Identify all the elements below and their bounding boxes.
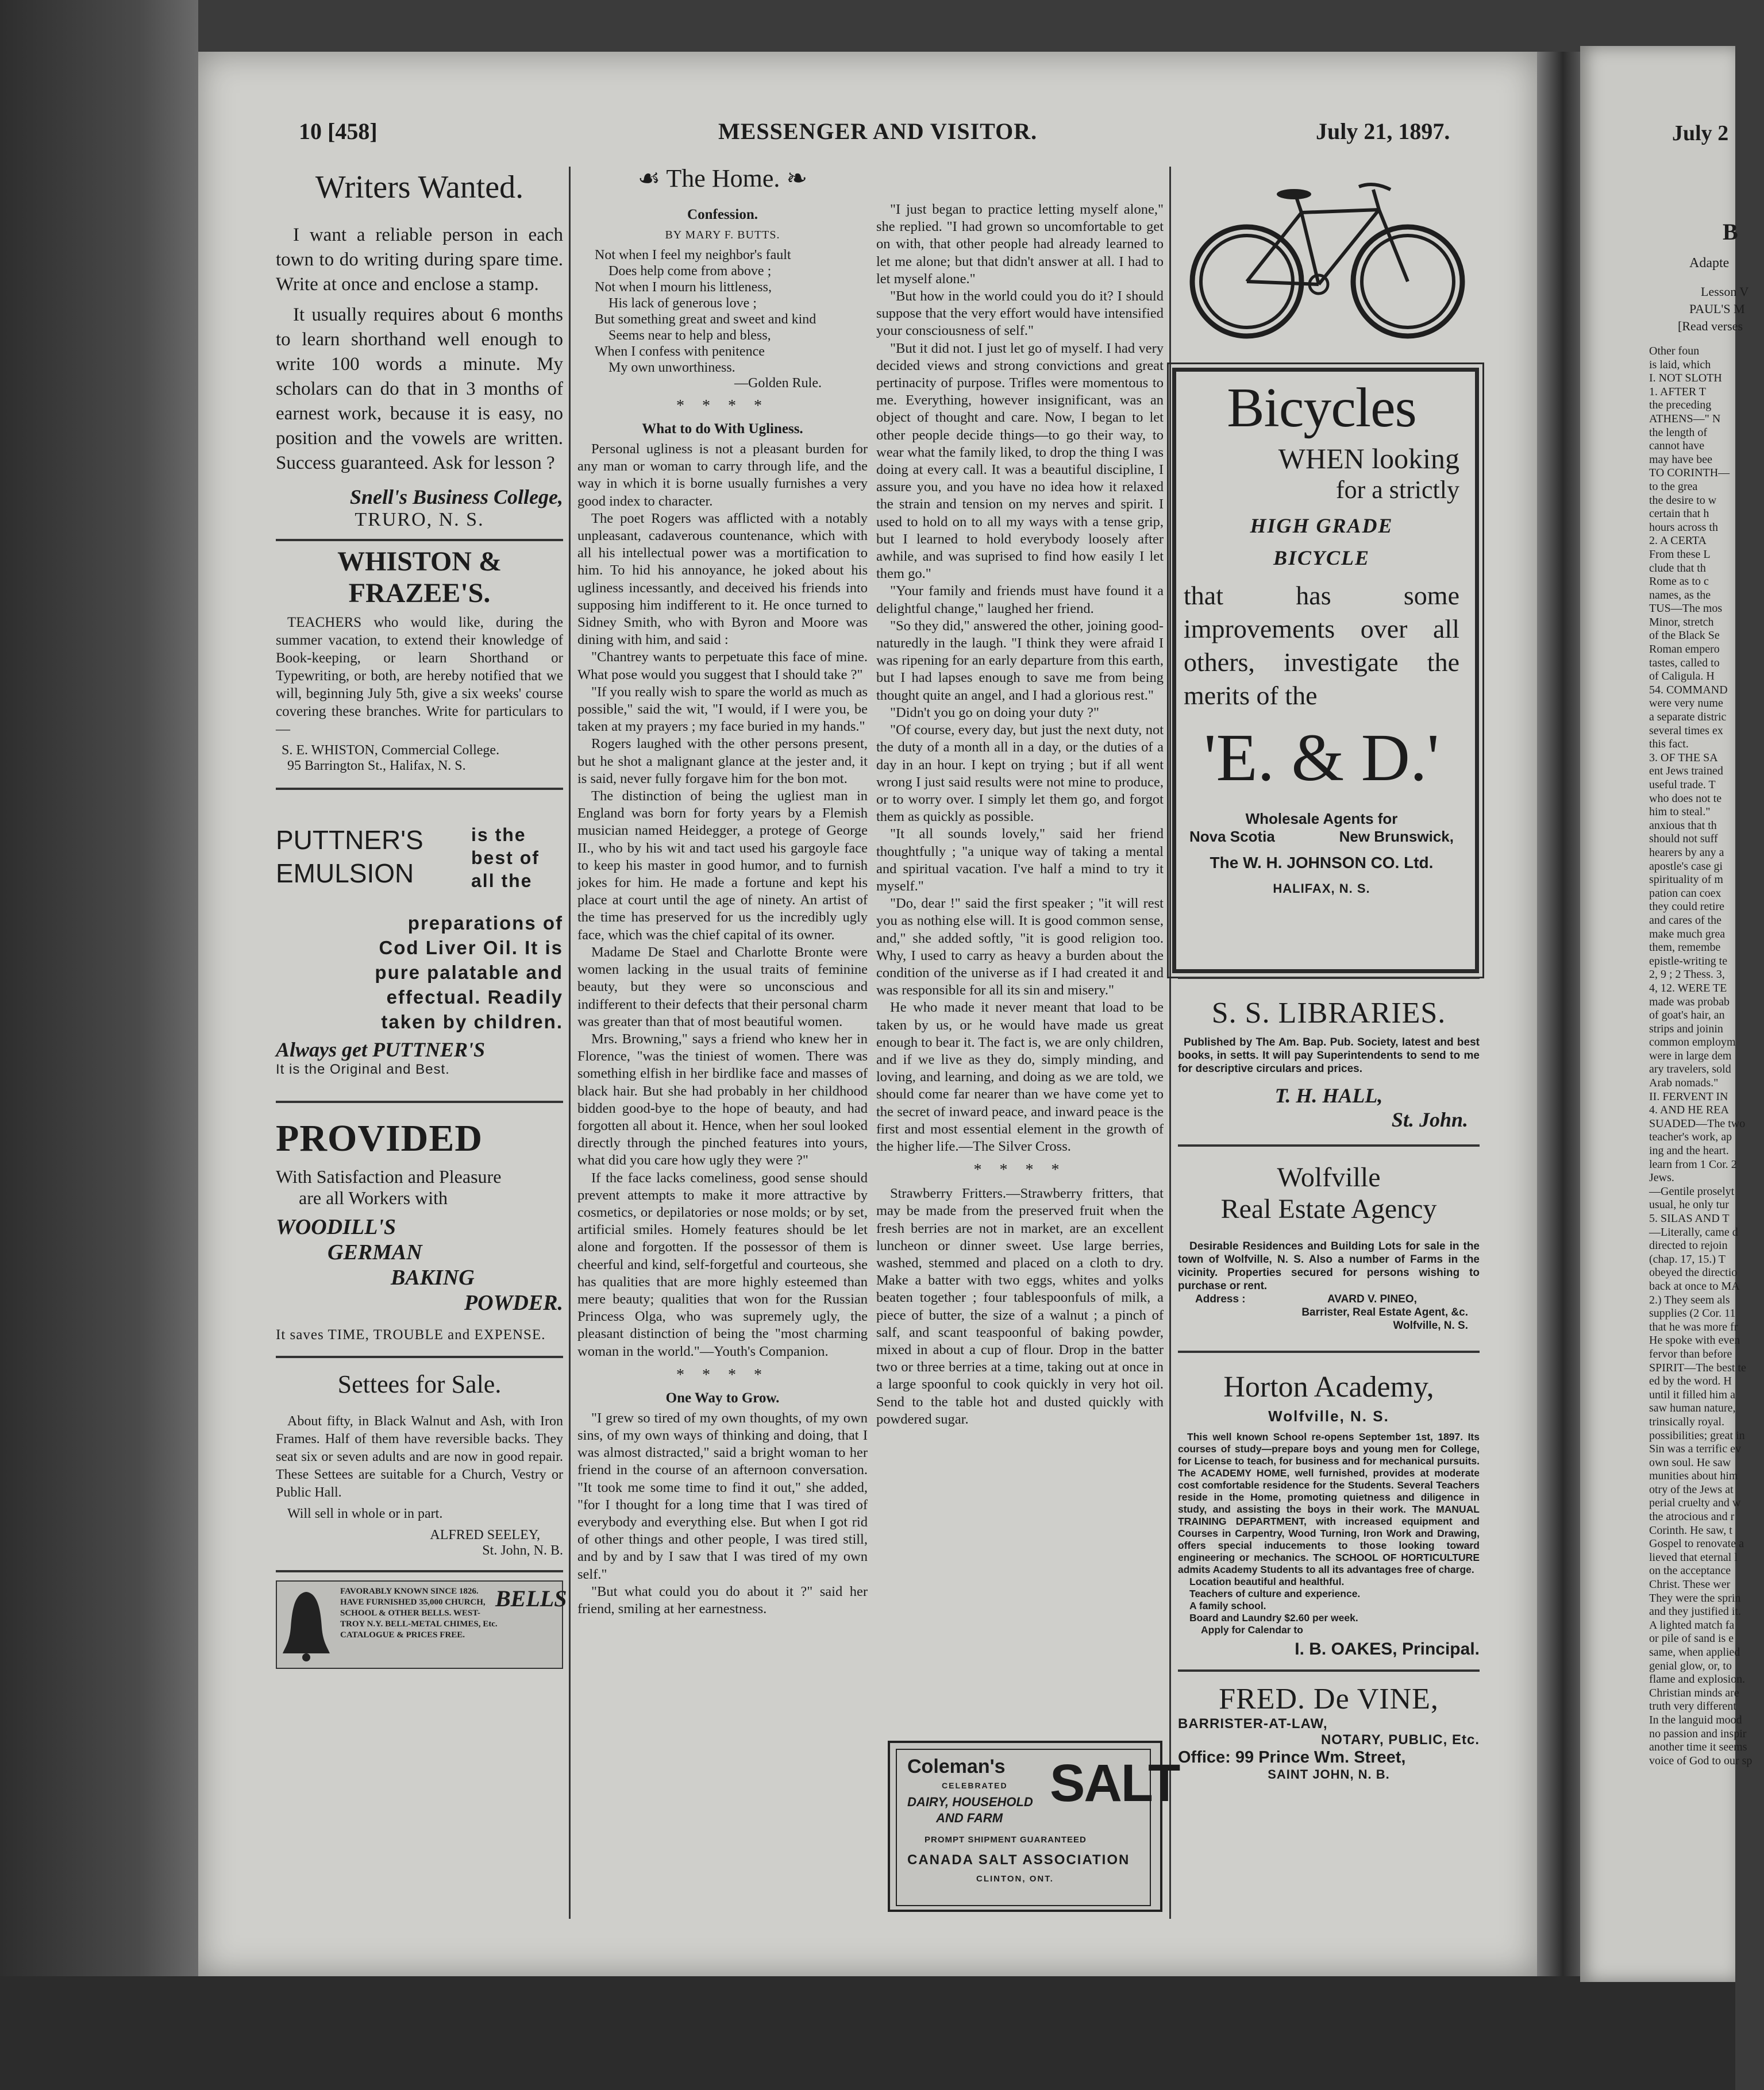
adjacent-line: A lighted match fa	[1649, 1618, 1735, 1632]
adjacent-line: they could retire	[1649, 900, 1725, 913]
star-separator: * * * *	[676, 1366, 769, 1384]
adjacent-line: ary travelers, sold	[1649, 1063, 1731, 1076]
provided-brand-4: POWDER.	[464, 1291, 563, 1315]
settees-body: About fifty, in Black Walnut and Ash, with Iron Frames. Half of them have reversible backs. They seat six or seven adults and are now in good repair. These Settees are suitable for a Church, Vestry or Public Hall.	[276, 1414, 563, 1500]
adjacent-line: no passion and inspir	[1649, 1727, 1747, 1740]
section-heading	[577, 164, 868, 193]
adjacent-line: Minor, stretch	[1649, 615, 1714, 628]
adjacent-line: the desire to w	[1649, 493, 1717, 507]
divider	[276, 788, 563, 790]
adjacent-line: 2, 9 ; 2 Thess. 3,	[1649, 968, 1725, 981]
adjacent-line: PAUL'S M	[1689, 302, 1745, 316]
settees-sig: ALFRED SEELEY,	[430, 1528, 540, 1543]
salt-celebrated: CELEBRATED	[942, 1781, 1008, 1790]
ugliness-title: What to do With Ugliness.	[642, 421, 803, 437]
paragraph: If the face lacks comeliness, good sense should prevent attempts to make it more attractive by cosmetics, or depilatories or nose molds; or by set, artificial smiles. Homely features should be let alone and forgotten. If the possessor of them is cheerful and kind, self-forgetful and courteous, she has qualities that are more highly esteemed than mere beauty; qualities that won for the Russian Princess Olga, who was supremely ugly, the pleasant distinction of being the "most charming woman in the world."—Youth's Companion.	[577, 1170, 868, 1359]
adjacent-line: same, when applied	[1649, 1646, 1740, 1659]
adjacent-line: lieved that eternal l	[1649, 1551, 1738, 1564]
adjacent-line: 4. AND HE REA	[1649, 1104, 1729, 1117]
adjacent-line: ent Jews trained	[1649, 765, 1723, 778]
poem-line: My own unworthiness.	[608, 360, 735, 375]
writers-wanted-city: TRURO, N. S.	[355, 509, 484, 530]
bicycles-city: HALIFAX, N. S.	[1273, 881, 1370, 896]
adjacent-line: epistle-writing te	[1649, 954, 1728, 967]
puttner-tag: Always get PUTTNER'S	[276, 1038, 486, 1061]
column-3	[876, 201, 1164, 1428]
column-4-lower	[1178, 977, 1480, 1782]
paragraph: Mrs. Browning," says a friend who knew her in Florence, "was the tiniest of women. There was something elfish in her birdlike face and masses of black hair. But she had probably in her childhood bidden good-bye to the hope of beauty, and had forgotten all about it. Hence, when her soul looked directly through the pinched features into yours, what did you care how ugly they were ?"	[577, 1031, 868, 1169]
adjacent-line: 1. AFTER T	[1649, 385, 1707, 398]
adjacent-line: own soul. He saw	[1649, 1456, 1731, 1469]
horton-title: Horton Academy,	[1223, 1371, 1434, 1403]
adjacent-line: anxious that th	[1649, 819, 1717, 832]
adjacent-line: —Gentile proselyt	[1649, 1185, 1735, 1198]
adjacent-line: Sin was a terrific ev	[1649, 1443, 1741, 1456]
scan-bottom	[0, 1976, 1735, 2090]
adjacent-line: made was probab	[1649, 995, 1730, 1008]
ugliness-article	[577, 441, 868, 1360]
adjacent-line: strips and joinin	[1649, 1022, 1723, 1035]
poem-line: Does help come from above ;	[608, 264, 772, 279]
paragraph: "But how in the world could you do it? I should suppose that the very effort would have intensified your consciousness of self."	[876, 288, 1164, 339]
bicycles-provinces	[1184, 828, 1459, 846]
provided-title: PROVIDED	[276, 1117, 483, 1159]
adjacent-line: of Caligula. H	[1649, 670, 1715, 683]
horton-list-item: Board and Laundry $2.60 per week.	[1189, 1612, 1358, 1624]
devine-line-4: SAINT JOHN, N. B.	[1268, 1767, 1390, 1781]
divider	[276, 1570, 563, 1572]
fritters-recipe: Strawberry Fritters.—Strawberry fritters, that may be made from the preserved fruit when the fresh berries are not in market, are an excellent luncheon or dinner sweet. Use large berries, washed, stemmed and placed on a cloth to dry. Make a batter with two eggs, whites and yolks beaten together ; four tablespoonfuls of milk, a piece of butter, the size of a walnut ; a pinch of salf, and scant teaspoonful of baking powder, mixed in about a cup of flour. Drop in the batter two or three berries at a time, taking out at once in a large spoonful to cook quickly in very hot oil. Send to the table hot and dusted quickly with powdered sugar.	[876, 1186, 1164, 1427]
grow-article	[577, 1410, 868, 1618]
puttner-side-text: best of	[471, 847, 540, 868]
divider	[1178, 1351, 1480, 1353]
poem	[577, 247, 868, 376]
adjacent-line: hearers by any a	[1649, 846, 1724, 859]
puttner-name: PUTTNER'S	[276, 825, 423, 855]
adjacent-line: that he was more fr	[1649, 1320, 1738, 1333]
adjacent-line: ATHENS—" N	[1649, 412, 1721, 425]
provided-foot: It saves TIME, TROUBLE and EXPENSE.	[276, 1327, 546, 1343]
whiston-sig: S. E. WHISTON, Commercial College.	[282, 743, 500, 758]
divider	[276, 1356, 563, 1358]
wolfville-city: Wolfville, N. S.	[1393, 1320, 1468, 1332]
adjacent-line: or pile of sand is e	[1649, 1632, 1734, 1645]
adjacent-line: Roman empero	[1649, 643, 1720, 656]
devine-line-2: NOTARY, PUBLIC, Etc.	[1320, 1732, 1480, 1748]
salt-brand: Coleman's	[907, 1756, 1006, 1777]
adjacent-line: and cares of the	[1649, 913, 1722, 927]
section-title: The Home.	[666, 164, 780, 192]
bicycles-high-grade: HIGH GRADE	[1250, 514, 1393, 537]
whiston-title: WHISTON & FRAZEE'S.	[337, 546, 502, 608]
paragraph: "I just began to practice letting myself alone," she replied. "I had grown so uncomfortable to get on with, that other people had already learned to let me alone; but that didn't answer at all. I had to let myself alone."	[876, 202, 1164, 287]
writers-wanted-body: I want a reliable person in each town to do writing during spare time. Write at once and enclose a stamp.	[276, 225, 563, 295]
adjacent-line: flame and explosion.	[1649, 1673, 1746, 1686]
paragraph: The distinction of being the ugliest man in England was born for forty years by a Flemish musician named Heidegger, a protege of George II., who by his wit and tact used his gargoyle face to keep his master in good humor, and to furnish jokes for him. He made a fortune and kept his place at court until the age of ninety. An artist of the time has preserved for us the incredibly ugly face, which was the chief capital of its owner.	[577, 788, 868, 943]
divider	[276, 1101, 563, 1103]
adjacent-line: spirituality of m	[1649, 873, 1723, 886]
bicycles-bicycle: BICYCLE	[1273, 546, 1370, 569]
adjacent-line: Jews.	[1649, 1171, 1674, 1185]
libraries-body: Published by The Am. Bap. Pub. Society, latest and best books, in setts. It will pay Superintendents to send to me for descriptive circulars and prices.	[1178, 1036, 1480, 1075]
adjacent-line: —Literally, came d	[1649, 1225, 1738, 1239]
salt-city: CLINTON, ONT.	[976, 1874, 1054, 1884]
adjacent-line: learn from 1 Cor. 2	[1649, 1158, 1737, 1171]
salt-association: CANADA SALT ASSOCIATION	[907, 1852, 1130, 1868]
adjacent-line: the length of	[1649, 426, 1708, 439]
adjacent-page-heading: B	[1723, 219, 1738, 245]
province-ns: Nova Scotia	[1189, 828, 1275, 845]
wolfville-role: Barrister, Real Estate Agent, &c.	[1301, 1306, 1468, 1318]
bicycles-body: that has some improvements over all others, investigate the merits of the	[1184, 581, 1459, 710]
adjacent-line: SPIRIT—The best te	[1649, 1361, 1746, 1374]
adjacent-line: Gospel to renovate a	[1649, 1537, 1744, 1551]
bicycles-line-1: WHEN looking	[1278, 442, 1459, 475]
adjacent-line: clude that th	[1649, 561, 1706, 574]
adjacent-line: Adapte	[1689, 256, 1730, 271]
adjacent-line: I. NOT SLOTH	[1649, 372, 1722, 385]
salt-dairy: DAIRY, HOUSEHOLD	[907, 1795, 1033, 1809]
paragraph: Madame De Stael and Charlotte Bronte were women lacking in the usual traits of feminine beauty, but they were so unconscious and indifferent to their defects that their personal charm was greater than that of most beautiful women.	[577, 944, 868, 1029]
paragraph: Personal ugliness is not a pleasant burden for any man or woman to carry through life, and the way in which it is borne usually furnishes a very good index to character.	[577, 441, 868, 509]
page-gutter	[1537, 52, 1580, 1976]
horton-list-item: Location beautiful and healthful.	[1189, 1576, 1345, 1587]
adjacent-line: directed to rejoin	[1649, 1239, 1728, 1252]
divider	[1178, 1144, 1480, 1147]
adjacent-line: cannot have	[1649, 439, 1705, 453]
libraries-sig: T. H. HALL,	[1274, 1084, 1383, 1107]
adjacent-line: Corinth. He saw, t	[1649, 1524, 1732, 1537]
libraries-city: St. John.	[1391, 1108, 1468, 1131]
adjacent-line: supplies (2 Cor. 11	[1649, 1307, 1736, 1320]
horton-list	[1178, 1576, 1480, 1636]
adjacent-line: tastes, called to	[1649, 656, 1720, 669]
adjacent-line: He spoke with even	[1649, 1334, 1740, 1347]
adjacent-line: of the Black Se	[1649, 629, 1720, 642]
devine-line-1: BARRISTER-AT-LAW,	[1178, 1716, 1328, 1732]
adjacent-line: should not suff	[1649, 832, 1718, 846]
adjacent-line: Christian minds are	[1649, 1686, 1739, 1699]
writers-wanted-body-2: It usually requires about 6 months to learn shorthand well enough to write 100 words a minute. My scholars can do that in 3 months of earnest work, because it is easy, no position and the vowels are written. Success guaranteed. Ask for lesson ?	[276, 304, 563, 473]
adjacent-line: possibilities; great in	[1649, 1429, 1745, 1442]
adjacent-line: Lesson V	[1701, 284, 1749, 299]
adjacent-line: 2.) They seem als	[1649, 1293, 1730, 1306]
horton-city: Wolfville, N. S.	[1268, 1408, 1389, 1425]
adjacent-line: them, remembe	[1649, 941, 1721, 954]
province-nb: New Brunswick,	[1339, 828, 1454, 845]
adjacent-line: common employm	[1649, 1036, 1736, 1049]
provided-brand-2: GERMAN	[328, 1240, 422, 1264]
adjacent-line: of goat's hair, an	[1649, 1009, 1725, 1022]
puttner-name-2: EMULSION	[276, 858, 414, 888]
adjacent-line: teacher's work, ap	[1649, 1131, 1732, 1144]
adjacent-line: TO CORINTH—	[1649, 466, 1730, 480]
paragraph: The poet Rogers was afflicted with a notably unpleasant, cadaverous countenance, which with all his intellectual power was a mortification to him. To hid his annoyance, he joked about his ugliness incessantly, and deceived his friends into supposing him indifferent to it. He once turned to Sidney Smith, who with Byron and Moore was dining with him, and said :	[577, 510, 868, 648]
paragraph: "Do, dear !" said the first speaker ; "it will rest you as nothing else will. It is good common sense, and," she added softly, "it is good religion too. Why, I used to carry as heavy a burden about the condition of the universe as if I had created it and was responsible for all its sin and misery."	[876, 896, 1164, 998]
adjacent-line: truth very different	[1649, 1700, 1736, 1713]
bicycles-line-2: for a strictly	[1335, 476, 1459, 504]
adjacent-line: saw human nature,	[1649, 1402, 1736, 1415]
adjacent-line: may have bee	[1649, 453, 1712, 466]
adjacent-line: back at once to MA	[1649, 1279, 1740, 1293]
horton-principal: I. B. OAKES, Principal.	[1295, 1640, 1480, 1659]
settees-line-2: Will sell in whole or in part.	[287, 1506, 443, 1521]
paragraph: "If you really wish to spare the world as much as possible," said the wit, "I would, if I were you, be taken at my prayers ; my face buried in my hands."	[577, 684, 868, 735]
divider	[1178, 1669, 1480, 1672]
adjacent-line: Arab nomads."	[1649, 1077, 1719, 1090]
adjacent-line: trinsically royal.	[1649, 1415, 1725, 1428]
adjacent-line: fervor than before	[1649, 1347, 1732, 1360]
bicycles-brand: 'E. & D.'	[1204, 720, 1439, 795]
adjacent-line: until it filled him a	[1649, 1388, 1735, 1401]
wolfville-name: AVARD V. PINEO,	[1327, 1293, 1417, 1305]
adjacent-line: apostle's case gi	[1649, 859, 1723, 873]
wolfville-address-row	[1178, 1293, 1480, 1306]
grow-article-continued	[876, 201, 1164, 1155]
adjacent-line: several times ex	[1649, 724, 1723, 737]
adjacent-line: pation can coex	[1649, 886, 1721, 900]
poem-line: Seems near to help and bless,	[608, 328, 771, 343]
paragraph: "I grew so tired of my own thoughts, of my own sins, of my own ways of thinking and doing, that I was almost distracted," said a bright woman to her friend in the course of an afternoon conversation. "It took me some time to find it out," she added, "for I thought for a long time that I was tired of everybody and everything else. But when I got rid of other things and other people, I was tired still, and by and by I saw that I was tired of my own self."	[577, 1410, 868, 1582]
puttner-body: preparations of Cod Liver Oil. It is pure palatable and effectual. Readily taken by children.	[375, 912, 563, 1032]
divider	[1178, 977, 1480, 979]
paragraph: "But it did not. I just let go of myself. I had very decided views and strong convictions and great pertinacity of purpose. Trifles were momentous to me. Everything, however insignificant, was an object of thought and care. Now, I began to let other people decide things—to go their way, to wear what the family liked, to drop the thing I was doing at every call. It was a beautiful discipline, I assure you, and you have no idea how it relaxed the strain and tension on my nerves and spirit. I used to hold on to all my ways with a tense grip, but I learned to hold everybody loosely after awhile, and was suprised to find how easily I let them go."	[876, 340, 1164, 582]
column-1	[276, 167, 567, 1669]
bells-ad	[276, 1580, 567, 1669]
poem-line: But something great and sweet and kind	[595, 312, 816, 327]
poem-line: His lack of generous love ;	[608, 296, 757, 311]
adjacent-line: Rome as to c	[1649, 575, 1709, 588]
issue-date: July 21, 1897.	[1316, 118, 1450, 144]
bells-text: FAVORABLY KNOWN SINCE 1826. HAVE FURNISHED 35,000 CHURCH, SCHOOL & OTHER BELLS. WEST-TROY N.Y. BELL-METAL CHIMES, Etc. CATALOGUE & PRICES FREE.	[340, 1587, 498, 1640]
bells-headline: BELLS	[495, 1586, 567, 1611]
adjacent-line: [Read verses	[1678, 319, 1743, 333]
adjacent-line: him to steal."	[1649, 805, 1711, 819]
poem-line: Not when I mourn his littleness,	[595, 280, 772, 295]
adjacent-line: In the languid mood	[1649, 1713, 1742, 1726]
adjacent-line: were in large dem	[1649, 1049, 1732, 1062]
adjacent-line: ing and the heart.	[1649, 1144, 1729, 1158]
adjacent-line: SUADED—The two	[1649, 1117, 1746, 1130]
wolfville-body: Desirable Residences and Building Lots for sale in the town of Wolfville, N. S. Also a number of Farms in the vicinity. Properties secured for persons wishing to purchase or rent.	[1178, 1240, 1480, 1292]
adjacent-line: obeyed the directio	[1649, 1266, 1738, 1279]
column-rule	[1169, 167, 1171, 1919]
wolfville-title-2: Real Estate Agency	[1220, 1194, 1437, 1224]
writers-wanted-sig: Snell's Business College,	[349, 485, 563, 508]
adjacent-line: 3. OF THE SA	[1649, 751, 1718, 764]
whiston-address: 95 Barrington St., Halifax, N. S.	[287, 758, 466, 773]
paragraph: "Chantrey wants to perpetuate this face of mine. What pose would you suggest that I should take ?"	[577, 649, 868, 682]
paragraph: Rogers laughed with the other persons present, but he shot a malignant glance at the jester and, it is said, never fully forgave him for the bon mot.	[577, 736, 868, 786]
adjacent-line: 5. SILAS AND T	[1649, 1212, 1730, 1225]
settees-city: St. John, N. B.	[482, 1543, 563, 1558]
adjacent-line: names, as the	[1649, 588, 1711, 601]
adjacent-line: otry of the Jews at	[1649, 1483, 1734, 1496]
salt-prompt: PROMPT SHIPMENT GUARANTEED	[925, 1835, 1087, 1845]
adjacent-line: the atrocious and r	[1649, 1510, 1735, 1524]
star-separator: * * * *	[676, 397, 769, 415]
adjacent-line: who does not te	[1649, 792, 1722, 805]
adjacent-page	[1580, 46, 1753, 1982]
adjacent-line: munities about him	[1649, 1470, 1738, 1483]
adjacent-line: (chap. 17, 15.) T	[1649, 1252, 1726, 1266]
bicycle-icon	[1184, 172, 1471, 345]
paragraph: He who made it never meant that load to be taken by us, or he would have made us great enough to bear it. The fact is, we are only children, and if we live as they do, simply minding, and loving, and learning, and doing as we are told, we should come far nearer than we have come yet to the secret of inward peace, and inward peace is the first and most essential element in the growth of the higher life.—The Silver Cross.	[876, 1000, 1164, 1154]
ornament-icon: ❧	[780, 164, 808, 192]
ornament-icon: ☙	[637, 164, 667, 192]
salt-word: SALT	[1050, 1754, 1180, 1813]
grow-title: One Way to Grow.	[665, 1390, 780, 1406]
whiston-body: TEACHERS who would like, during the summer vacation, to extend their knowledge of Book-keeping, or learn Shorthand or Typewriting, or both, are hereby notified that we will, beginning July 5th, give a six weeks' course covering these branches. Write for particulars to—	[276, 615, 563, 737]
adjacent-line: TUS—The mos	[1649, 602, 1723, 615]
puttner-header	[276, 824, 563, 911]
poem-line: Not when I feel my neighbor's fault	[595, 248, 791, 263]
poem-source: —Golden Rule.	[734, 376, 822, 391]
paper-title: MESSENGER AND VISITOR.	[718, 118, 1038, 144]
adjacent-page-date: July 2	[1672, 121, 1729, 145]
scan-margin	[0, 0, 198, 2090]
devine-line-3: Office: 99 Prince Wm. Street,	[1178, 1748, 1406, 1767]
devine-name: FRED. De VINE,	[1219, 1683, 1439, 1715]
puttner-tag-2: It is the Original and Best.	[276, 1062, 450, 1077]
adjacent-line: this fact.	[1649, 738, 1689, 751]
adjacent-line: the preceding	[1649, 399, 1712, 412]
adjacent-line: on the acceptance	[1649, 1564, 1731, 1578]
bicycles-agents: Wholesale Agents for	[1245, 810, 1398, 827]
page-number: 10 [458]	[299, 118, 378, 144]
adjacent-line: a separate distric	[1649, 711, 1727, 724]
paragraph: "So they did," answered the other, joining good-naturedly in the laugh. "I think they were afraid I was ripening for an early departure from this earth, but I had lapses enough to save me from being thought quite an angel, and I had a glorious rest."	[876, 618, 1164, 703]
salt-farm: AND FARM	[936, 1811, 1003, 1825]
salt-ad	[888, 1741, 1180, 1912]
column-rule	[569, 167, 571, 1919]
poem-title: Confession.	[687, 207, 758, 222]
adjacent-line: is laid, which	[1649, 358, 1711, 371]
horton-list-item: A family school.	[1189, 1600, 1266, 1611]
adjacent-line: 2. A CERTA	[1649, 534, 1707, 547]
paragraph: "It all sounds lovely," said her friend thoughtfully ; "a unique way of taking a mental and spiritual vacation. I've half a mind to try it myself."	[876, 826, 1164, 894]
adjacent-page-text	[1649, 345, 1764, 1768]
adjacent-line: Christ. These wer	[1649, 1578, 1731, 1591]
adjacent-line: voice of God to our sp	[1649, 1754, 1753, 1767]
adjacent-line: perial cruelty and w	[1649, 1497, 1741, 1510]
puttner-side-text: is the	[471, 824, 526, 845]
adjacent-line: II. FERVENT IN	[1649, 1090, 1728, 1103]
libraries-title: S. S. LIBRARIES.	[1211, 997, 1446, 1029]
horton-list-item: Teachers of culture and experience.	[1189, 1588, 1361, 1599]
provided-brand-3: BAKING	[391, 1266, 475, 1290]
horton-list-item: Apply for Calendar to	[1201, 1624, 1303, 1636]
adjacent-line: From these L	[1649, 547, 1711, 561]
horton-body: This well known School re-opens September 1st, 1897. Its courses of study—prepare boys and young men for College, for License to teach, for business and for mechanical pursuits. The ACADEMY HOME, well furnished, provides at moderate cost comfortable residence for the Students. Several Teachers reside in the Home, promoting quietness and diligence in study, and assisting the boys in their work. The MANUAL TRAINING DEPARTMENT, with increased equipment and Courses in Carpentry, Wood Turning, Iron Work and Drawing, offers special inducements to those looking toward engineering or mechanics. The SCHOOL OF HORTICULTURE admits Academy Students to all its advantages free of charge.	[1178, 1431, 1480, 1575]
adjacent-line: ed by the word. H	[1649, 1375, 1732, 1388]
provided-line-1: With Satisfaction and Pleasure	[276, 1166, 502, 1187]
wolfville-address-label: Address :	[1195, 1293, 1246, 1305]
paragraph: "Your family and friends must have found it a delightful change," laughed her friend.	[876, 583, 1164, 616]
adjacent-line: useful trade. T	[1649, 778, 1716, 791]
bicycles-company: The W. H. JOHNSON CO. Ltd.	[1210, 854, 1434, 872]
adjacent-line: hours across th	[1649, 520, 1718, 534]
divider	[276, 539, 563, 541]
adjacent-line: usual, he only tur	[1649, 1198, 1729, 1212]
column-2	[577, 164, 868, 1618]
adjacent-line: 54. COMMAND	[1649, 683, 1728, 696]
adjacent-line: certain that h	[1649, 507, 1709, 520]
bell-icon	[280, 1587, 332, 1662]
adjacent-line: Other foun	[1649, 345, 1700, 357]
bicycles-ad	[1184, 376, 1459, 896]
provided-line-2: are all Workers with	[299, 1187, 448, 1208]
adjacent-line: make much grea	[1649, 927, 1726, 940]
puttner-side-text: all the	[471, 870, 533, 891]
adjacent-line: were very nume	[1649, 697, 1723, 710]
writers-wanted-title: Writers Wanted.	[315, 169, 524, 205]
adjacent-line: genial glow, or, to	[1649, 1659, 1732, 1672]
bicycles-title: Bicycles	[1227, 377, 1416, 439]
paragraph: "But what could you do about it ?" said her friend, smiling at her earnestness.	[577, 1583, 868, 1617]
paragraph: "Of course, every day, but just the next duty, not the duty of a month all in a day, or the duties of a day in an hour. I kept on trying ; but if all went wrong I just said results were not mine to produce, or to worry over. I simply let them go, and forgot them as quickly as possible.	[876, 722, 1164, 825]
star-separator: * * * *	[973, 1161, 1066, 1179]
adjacent-line: another time it seems	[1649, 1741, 1747, 1754]
wolfville-title: Wolfville	[1277, 1162, 1381, 1193]
provided-brand-1: WOODILL'S	[276, 1215, 396, 1239]
adjacent-line: They were the sprin	[1649, 1591, 1741, 1605]
adjacent-line: and they justified it.	[1649, 1605, 1741, 1618]
adjacent-line: to the grea	[1649, 480, 1698, 493]
paragraph: "Didn't you go on doing your duty ?"	[890, 704, 1099, 720]
adjacent-line: 4, 12. WERE TE	[1649, 981, 1727, 994]
poem-author: BY MARY F. BUTTS.	[665, 229, 780, 241]
settees-title: Settees for Sale.	[337, 1370, 502, 1398]
poem-line: When I confess with penitence	[595, 344, 765, 359]
